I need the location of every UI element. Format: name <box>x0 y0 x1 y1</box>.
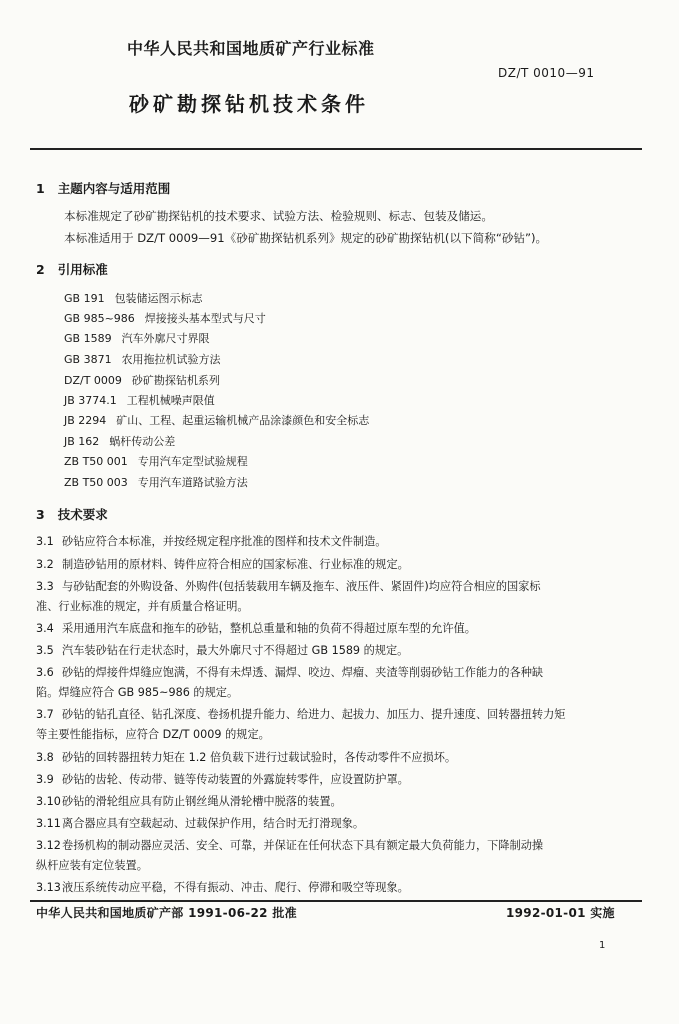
reference-name: 汽车外廓尺寸界限 <box>121 332 210 345</box>
issuing-authority-title: 中华人民共和国地质矿产行业标准 <box>127 39 375 58</box>
reference-item <box>64 474 248 490</box>
clause-text: 砂钻的钻孔直径、钻孔深度、卷扬机提升能力、给进力、起拔力、加压力、提升速度、回转器扭转力矩 <box>62 708 566 721</box>
clause <box>36 837 543 853</box>
clause-text: 液压系统传动应平稳，不得有振动、冲击、爬行、停滞和吸空等现象。 <box>62 881 409 894</box>
reference-code: JB 3774.1 <box>64 394 117 407</box>
clause-number: 3.12 <box>36 839 61 852</box>
reference-item <box>64 433 175 449</box>
section-title: 技术要求 <box>57 507 108 522</box>
reference-name: 蜗杆传动公差 <box>109 435 176 448</box>
section-1-heading <box>36 179 170 197</box>
clause-text: 砂钻的齿轮、传动带、链等传动装置的外露旋转零件，应设置防护罩。 <box>62 773 409 786</box>
section-3-heading <box>36 505 108 523</box>
reference-name: 砂矿勘探钻机系列 <box>131 374 220 387</box>
header-rule <box>30 148 642 150</box>
clause-number: 3.13 <box>36 881 61 894</box>
clause <box>36 556 409 572</box>
reference-item <box>64 392 215 408</box>
reference-code: DZ/T 0009 <box>64 374 122 387</box>
section-number: 2 <box>36 262 45 277</box>
reference-code: JB 162 <box>64 435 100 448</box>
section-number: 3 <box>36 507 45 522</box>
document-title: 砂矿勘探钻机技术条件 <box>129 92 369 116</box>
clause-number: 3.3 <box>36 580 54 593</box>
clause-number: 3.10 <box>36 795 61 808</box>
approval-line: 中华人民共和国地质矿产部 1991-06-22 批准 <box>36 906 297 920</box>
reference-name: 专用汽车定型试验规程 <box>137 455 248 468</box>
clause-text: 卷扬机构的制动器应灵活、安全、可靠，并保证在任何状态下具有额定最大负荷能力，下降制动操 <box>62 839 544 852</box>
reference-code: JB 2294 <box>64 414 107 427</box>
clause <box>36 706 565 722</box>
clause <box>36 578 541 594</box>
effective-date: 1992-01-01 实施 <box>506 906 615 920</box>
reference-item <box>64 372 220 388</box>
reference-code: GB 3871 <box>64 353 112 366</box>
clause-continuation: 等主要性能指标，应符合 DZ/T 0009 的规定。 <box>36 728 270 741</box>
clause <box>36 620 476 636</box>
reference-name: 焊接接头基本型式与尺寸 <box>144 312 266 325</box>
reference-name: 矿山、工程、起重运输机械产品涂漆颜色和安全标志 <box>116 414 370 427</box>
reference-item <box>64 351 221 367</box>
clause-number: 3.7 <box>36 708 54 721</box>
clause-text: 砂钻的滑轮组应具有防止钢丝绳从滑轮槽中脱落的装置。 <box>62 795 342 808</box>
clause <box>36 793 342 809</box>
reference-name: 专用汽车道路试验方法 <box>137 476 248 489</box>
paragraph: 本标准规定了砂矿勘探钻机的技术要求、试验方法、检验规则、标志、包装及储运。 <box>64 209 493 223</box>
reference-item <box>64 412 369 428</box>
clause-number: 3.1 <box>36 535 54 548</box>
reference-code: ZB T50 001 <box>64 455 128 468</box>
reference-item <box>64 290 203 306</box>
section-number: 1 <box>36 181 45 196</box>
reference-code: ZB T50 003 <box>64 476 128 489</box>
clause-continuation: 纵杆应装有定位装置。 <box>36 859 148 872</box>
reference-item <box>64 310 266 326</box>
clause-number: 3.2 <box>36 558 54 571</box>
clause-number: 3.8 <box>36 751 54 764</box>
section-title: 主题内容与适用范围 <box>57 181 171 196</box>
section-2-heading <box>36 260 108 278</box>
paragraph: 本标准适用于 DZ/T 0009—91《砂矿勘探钻机系列》规定的砂矿勘探钻机(以下简称“砂钻”)。 <box>64 231 548 245</box>
clause <box>36 815 364 831</box>
clause-number: 3.4 <box>36 622 54 635</box>
clause-number: 3.9 <box>36 773 54 786</box>
reference-code: GB 1589 <box>64 332 112 345</box>
clause <box>36 642 408 658</box>
standard-code: DZ/T 0010—91 <box>498 66 595 80</box>
clause-text: 砂钻的回转器扭转力矩在 1.2 倍负载下进行过载试验时，各传动零件不应损坏。 <box>62 751 457 764</box>
clause-text: 砂钻的焊接件焊缝应饱满，不得有未焊透、漏焊、咬边、焊瘤、夹渣等削弱砂钻工作能力的各种缺 <box>62 666 544 679</box>
clause-text: 砂钻应符合本标准，并按经规定程序批准的图样和技术文件制造。 <box>62 535 387 548</box>
reference-name: 农用拖拉机试验方法 <box>121 353 221 366</box>
clause <box>36 533 386 549</box>
reference-name: 包装储运图示标志 <box>114 292 203 305</box>
footer-rule <box>30 900 642 902</box>
reference-item <box>64 453 248 469</box>
clause-continuation: 陷。焊缝应符合 GB 985~986 的规定。 <box>36 686 239 699</box>
clause-continuation: 准、行业标准的规定，并有质量合格证明。 <box>36 600 249 613</box>
clause-text: 采用通用汽车底盘和拖车的砂钻，整机总重量和轴的负荷不得超过原车型的允许值。 <box>62 622 476 635</box>
clause-number: 3.6 <box>36 666 54 679</box>
clause <box>36 771 409 787</box>
reference-code: GB 985~986 <box>64 312 135 325</box>
clause-text: 汽车装砂钻在行走状态时，最大外廓尺寸不得超过 GB 1589 的规定。 <box>62 644 409 657</box>
section-title: 引用标准 <box>57 262 108 277</box>
clause <box>36 749 456 765</box>
clause-number: 3.11 <box>36 817 61 830</box>
clause <box>36 664 543 680</box>
page-number: 1 <box>599 940 606 951</box>
clause-number: 3.5 <box>36 644 54 657</box>
reference-code: GB 191 <box>64 292 105 305</box>
clause <box>36 879 409 895</box>
clause-text: 制造砂钻用的原材料、铸件应符合相应的国家标准、行业标准的规定。 <box>62 558 409 571</box>
clause-text: 与砂钻配套的外购设备、外购件(包括装载用车辆及拖车、液压件、紧固件)均应符合相应的国家标 <box>62 580 541 593</box>
reference-name: 工程机械噪声限值 <box>126 394 215 407</box>
clause-text: 离合器应具有空载起动、过载保护作用，结合时无打滑现象。 <box>62 817 365 830</box>
reference-item <box>64 330 210 346</box>
